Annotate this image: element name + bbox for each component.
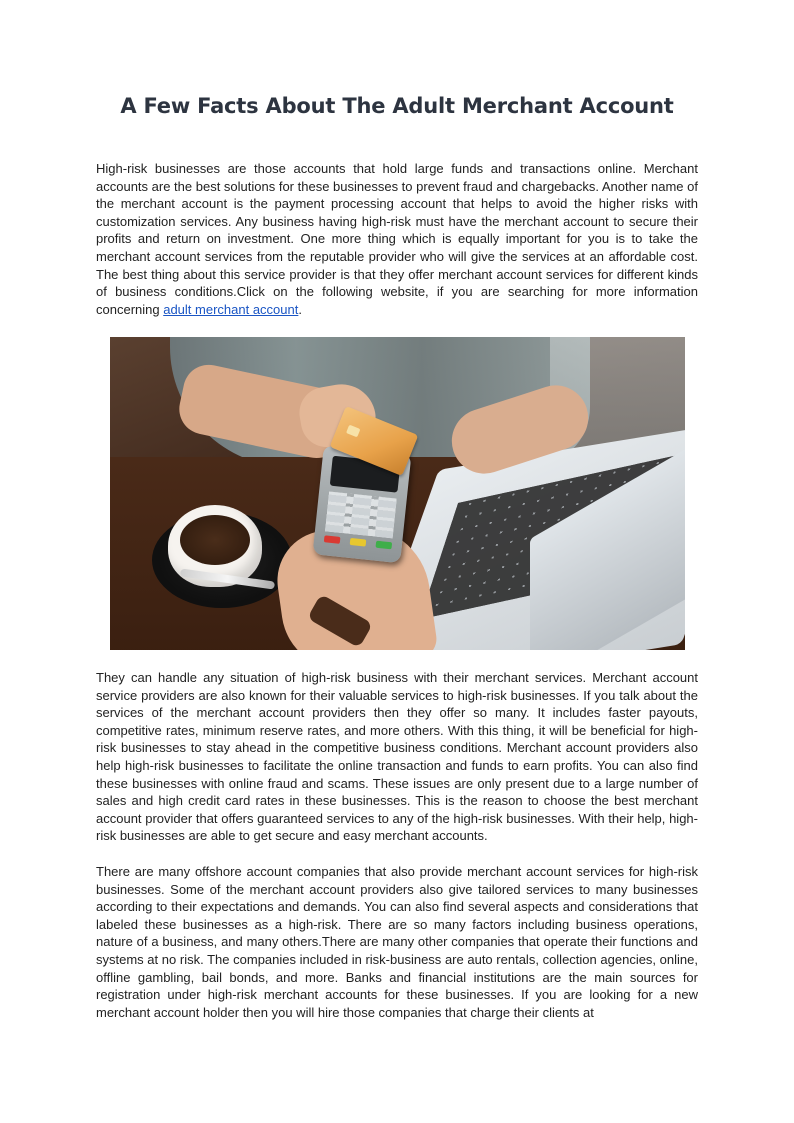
paragraph-intro	[96, 160, 698, 318]
terminal-keypad	[325, 491, 397, 538]
terminal-clear-key	[350, 538, 367, 547]
paragraph-intro-text: High-risk businesses are those accounts that hold large funds and transactions online. Merchant accounts are the best solutions for these businesses to prevent fraud and chargebacks. Another name of the merchant account is the payment processing account that helps to avoid the higher risks with customization services. Any business having high-risk must have the merchant account to secure their profits and return on investment. One more thing which is equally important for you is to take the merchant account services from the reputable provider who will give the services at an affordable cost. The best thing about this service provider is that they offer merchant account services for different kinds of business conditions.Click on the following website, if you are searching for more information concerning	[96, 161, 698, 317]
card-chip	[346, 425, 360, 438]
paragraph-offshore: There are many offshore account companies that also provide merchant account services for high-risk businesses. Some of the merchant account providers also give tailored services to many businesses according to their expectations and demands. You can also find several aspects and considerations that labeled these businesses as a high-risk. There are so many factors including business operations, nature of a business, and many others.There are many other companies that operate their functions and systems at no risk. The companies included in risk-business are auto rentals, collection agencies, online, offline gambling, bail bonds, and more. Banks and financial institutions are the main sources for registration under high-risk merchant accounts for these businesses. If you are looking for a new merchant account holder then you will hire those companies that charge their clients at	[96, 864, 698, 1020]
page-title: A Few Facts About The Adult Merchant Account	[120, 94, 674, 118]
adult-merchant-account-link[interactable]: adult merchant account	[163, 301, 299, 317]
terminal-cancel-key	[324, 535, 341, 544]
payment-terminal-photo	[110, 337, 685, 650]
paragraph-intro-end: .	[298, 301, 302, 317]
paragraph-services: They can handle any situation of high-risk business with their merchant services. Merchant account service providers are also known for their valuable services to high-risk businesses. If you talk about the services of the merchant account providers then they offer so many. It includes faster payouts, competitive rates, minimum reserve rates, and more others. With this thing, it will be beneficial for high-risk businesses to stay ahead in the competitive business conditions. Merchant account providers also help high-risk businesses to facilitate the online transaction and funds to earn profits. You can also find these businesses with online fraud and scams. These issues are only present due to a large number of sales and high credit card rates in these businesses. This is the reason to choose the best merchant account provider that offers guaranteed services to any of the high-risk businesses. With their help, high-risk businesses are able to get secure and easy merchant accounts.	[96, 670, 698, 844]
terminal-enter-key	[376, 541, 393, 550]
coffee-shape	[180, 515, 250, 565]
